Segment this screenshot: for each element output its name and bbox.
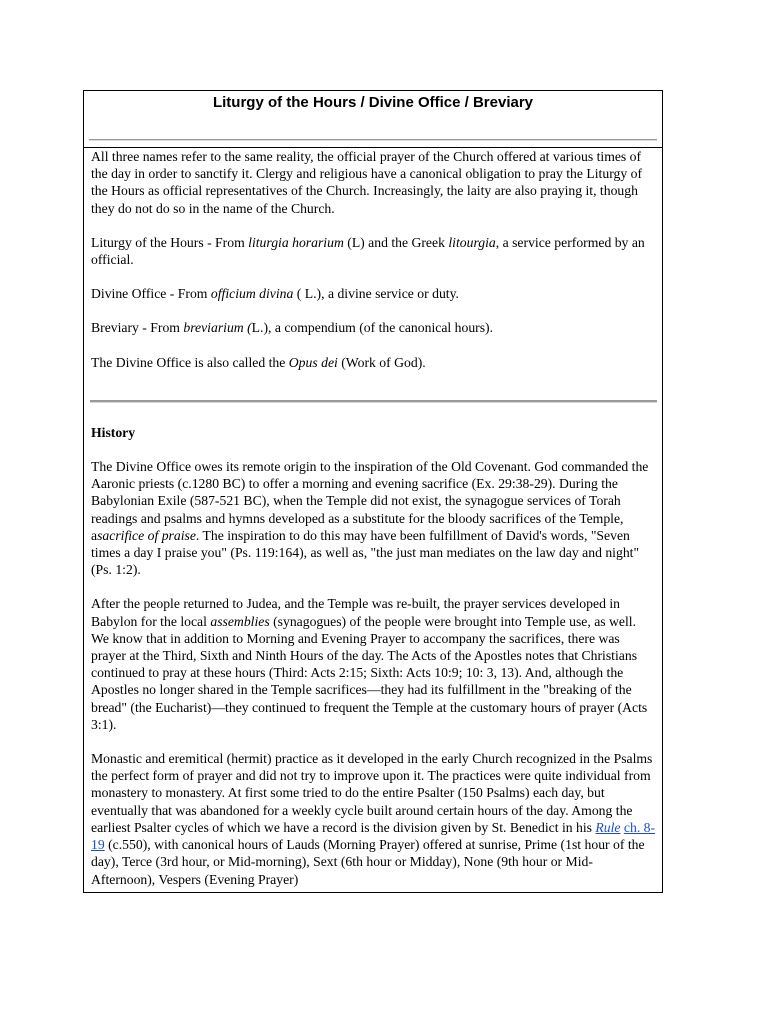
greek-term: litourgia: [448, 234, 496, 250]
latin-term: Opus dei: [288, 354, 338, 370]
rule-link[interactable]: Rule: [595, 819, 621, 835]
emphasis-term: sacrifice of praise: [97, 527, 196, 543]
definition-breviary: [91, 319, 656, 336]
chapters-link[interactable]: ch. 8-19: [91, 819, 656, 853]
text-run: (L) and the Greek: [343, 234, 449, 250]
history-paragraph-1: [91, 458, 656, 578]
intro-paragraph: All three names refer to the same reality, the official prayer of the Church offered at various times of the day in order to sanctify it. Clergy and religious have a canonical obligation to pray the Liturgy of the Hours as official representatives of the Church. Increasingly, the laity are also praying it, though they do not do so in the name of the Church.: [91, 149, 643, 216]
latin-term: officium divina: [210, 286, 294, 302]
latin-term: liturgia horarium: [248, 234, 344, 250]
text-run: . The inspiration to do this may have been fulfillment of David's words, "Seven times a day I praise you" (Ps. 119:164), as well as, "the just man mediates on the law day and night" (Ps. 1:2).: [91, 527, 640, 578]
title-divider: [89, 139, 657, 141]
history-heading: History: [91, 424, 136, 440]
history-paragraph-2: [91, 595, 656, 733]
section-divider: [90, 400, 657, 403]
emphasis-term: assemblies: [210, 613, 270, 629]
text-run: After the people returned to Judea, and the Temple was re-built, the prayer services developed in Babylon for the local: [91, 596, 620, 629]
text-run: , a service performed by an official.: [91, 234, 645, 268]
page-title: Liturgy of the Hours / Divine Office / Breviary: [212, 94, 534, 111]
opus-dei-note: [91, 354, 656, 371]
text-run: Monastic and eremitical (hermit) practice as it developed in the early Church recognized in the Psalms the perfect form of prayer and did not try to improve upon it. The practices were quite individual from monastery to monastery. At first some tried to do the entire Psalter (150 Psalms) each day, but eventually that was abandoned for a weekly cycle built around certain hours of the day. Among the earliest Psalter cycles of which we have a record is the division given by St. Benedict in his: [91, 751, 653, 835]
definition-liturgy: [91, 234, 656, 268]
text-run: The Divine Office owes its remote origin to the inspiration of the Old Covenant. God commanded the Aaronic priests (c.1280 BC) to offer a morning and evening sacrifice (Ex. 29:38-29). During the Babylonian Exile (587-521 BC), when the Temple did not exist, the synagogue services of Torah readings and psalms and hymns developed as a substitute for the bloody sacrifices of the Temple, a: [91, 459, 649, 543]
text-run: L.), a compendium (of the canonical hours).: [251, 320, 494, 336]
text-run: Divine Office - From: [91, 286, 211, 302]
text-run: (synagogues) of the people were brought into Temple use, as well. We know that in addition to Morning and Evening Prayer to accompany the sacrifices, there was prayer at the Third, Sixth and Ninth Hours of the day. The Acts of the Apostles notes that Christians continued to pray at these hours (Third: Acts 2:15; Sixth: Acts 10:9; 10: 3, 13). And, although the Apostles no longer shared in the Temple sacrifices—they had its fulfillment in the "breaking of the bread" (the Eucharist)—they continued to frequent the Temple at the customary hours of prayer (Acts 3:1).: [91, 613, 648, 732]
document-body: [84, 148, 662, 888]
latin-term: breviarium (: [183, 320, 252, 336]
history-paragraph-3: [91, 750, 656, 888]
text-run: The Divine Office is also called the: [91, 354, 289, 370]
text-run: (Work of God).: [337, 354, 426, 370]
title-cell: [84, 91, 662, 148]
document-frame: [83, 90, 663, 893]
text-run: (c.550), with canonical hours of Lauds (Morning Prayer) offered at sunrise, Prime (1st hour of the day), Terce (3rd hour, or Mid-morning), Sext (6th hour or Midday), None (9th hour or Mid-Afternoon), Vespers (Evening Prayer): [91, 837, 645, 887]
text-run: ( L.), a divine service or duty.: [293, 286, 459, 302]
text-run: Liturgy of the Hours - From: [91, 234, 249, 250]
definition-divine-office: [91, 285, 656, 302]
text-run: Breviary - From: [91, 320, 184, 336]
